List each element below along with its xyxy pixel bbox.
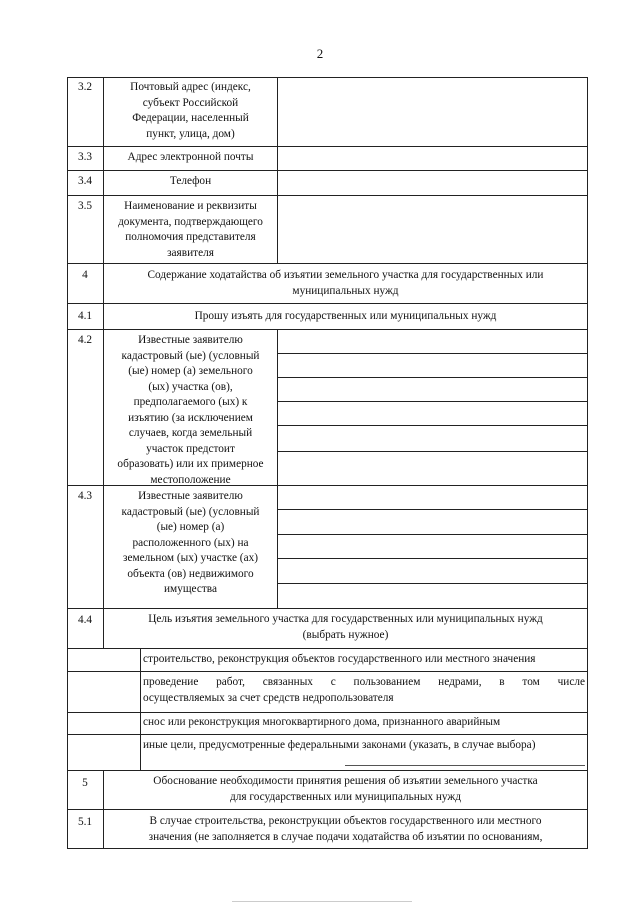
page-number: 2 (316, 46, 324, 61)
field-label: Известные заявителю кадастровый (ые) (условный (ые) номер (а) земельного (ых) участка (ов), предполагаемого (ых) к изъятию (за исключением случаев, когда земельный участок предстоит образовать) или их примерное местоположение (117, 334, 264, 486)
field-label: Телефон (169, 175, 212, 187)
row-number: 3.2 (77, 81, 93, 93)
row-number: 3.3 (77, 151, 93, 163)
field-label: В случае строительства, реконструкции объектов государственного или местного значения (не заполняется в случае подачи ходатайства об изъятии по основаниям, (148, 815, 543, 843)
scan-edge-line (232, 901, 412, 902)
option-subsoil-works: проведение работ, связанных с пользованием недрами, в том числе осуществляемых за счет средств недропользователя (143, 676, 585, 704)
field-label: Адрес электронной почты (127, 151, 254, 163)
option-construction: строительство, реконструкция объектов государственного или местного значения (143, 653, 536, 665)
field-label: Почтовый адрес (индекс, субъект Российской Федерации, населенный пункт, улица, дом) (130, 81, 251, 140)
section-heading: Содержание ходатайства об изъятии земельного участка для государственных или муниципальных нужд (147, 269, 544, 297)
row-number: 4.4 (77, 614, 93, 626)
field-label: Известные заявителю кадастровый (ые) (условный (ые) номер (а) расположенного (ых) на земельном (ых) участке (ах) объекта (ов) недвижимого имущества (121, 490, 260, 595)
row-number: 5 (82, 777, 88, 789)
field-label: Прошу изъять для государственных или муниципальных нужд (194, 310, 497, 322)
option-demolition: снос или реконструкция многоквартирного дома, признанного аварийным (143, 716, 501, 728)
field-label: Цель изъятия земельного участка для государственных или муниципальных нужд (выбрать нужное) (148, 613, 543, 641)
row-number: 5.1 (77, 816, 93, 828)
option-other-purposes: иные цели, предусмотренные федеральными законами (указать, в случае выбора) (143, 739, 536, 751)
row-number: 4.1 (77, 310, 93, 322)
row-number: 4.2 (77, 334, 93, 346)
row-number: 3.4 (77, 175, 93, 187)
row-number: 3.5 (77, 200, 93, 212)
field-label: Наименование и реквизиты документа, подтверждающего полномочия представителя заявителя (118, 200, 263, 259)
row-number: 4 (82, 269, 88, 281)
section-heading: Обоснование необходимости принятия решения об изъятии земельного участка для государственных или муниципальных нужд (153, 775, 538, 803)
row-number: 4.3 (77, 490, 93, 502)
